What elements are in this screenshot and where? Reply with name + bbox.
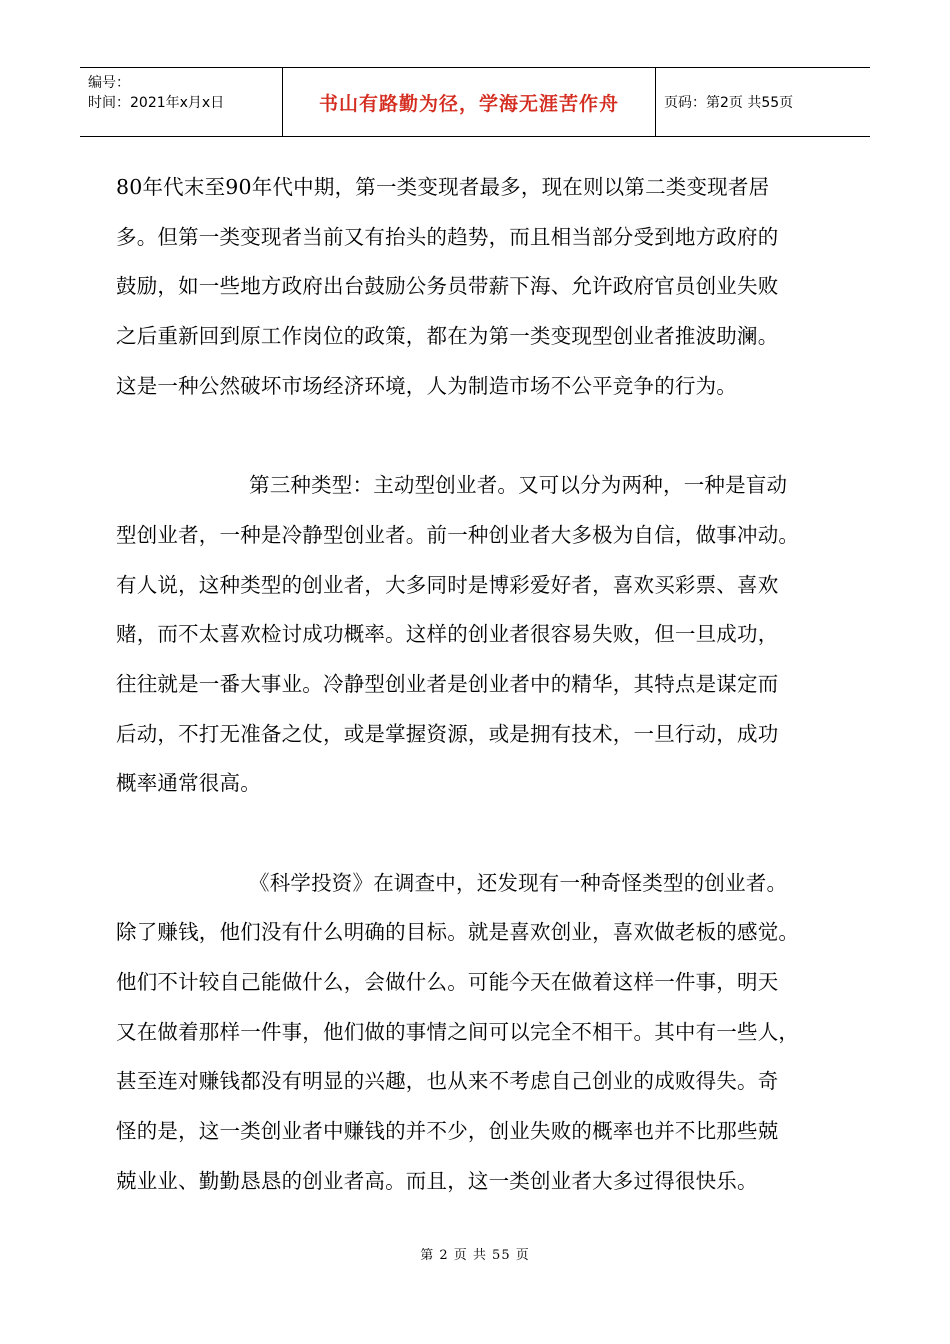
text-line: 除了赚钱，他们没有什么明确的目标。就是喜欢创业，喜欢做老板的感觉。 (116, 920, 800, 945)
text-line: 这是一种公然破坏市场经济环境，人为制造市场不公平竞争的行为。 (116, 373, 737, 398)
header-motto: 书山有路勤为径，学海无涯苦作舟 (283, 68, 656, 136)
text-line: 后动，不打无准备之仗，或是掌握资源，或是拥有技术，一旦行动，成功 (116, 721, 779, 746)
paragraph-gap (116, 809, 834, 859)
text-line: 80年代末至90年代中期，第一类变现者最多，现在则以第二类变现者居 (116, 175, 770, 199)
text-line: 多。但第一类变现者当前又有抬头的趋势，而且相当部分受到地方政府的 (116, 224, 779, 249)
paragraph-gap (116, 411, 834, 461)
text-line: 又在做着那样一件事，他们做的事情之间可以完全不相干。其中有一些人， (116, 1019, 800, 1044)
text-line: 往往就是一番大事业。冷静型创业者是创业者中的精华，其特点是谋定而 (116, 671, 779, 696)
text-line: 概率通常很高。 (116, 771, 261, 796)
document-header (80, 67, 870, 137)
text-line: 鼓励，如一些地方政府出台鼓励公务员带薪下海、允许政府官员创业失败 (116, 274, 779, 299)
text-line: 第三种类型：主动型创业者。又可以分为两种，一种是盲动 (249, 473, 788, 498)
text-line: 《科学投资》在调查中，还发现有一种奇怪类型的创业者。 (249, 870, 788, 895)
text-line: 兢业业、勤勤恳恳的创业者高。而且，这一类创业者大多过得很快乐。 (116, 1168, 758, 1193)
document-body (116, 163, 834, 1206)
paragraph-1 (116, 163, 834, 411)
header-meta (80, 68, 283, 136)
text-line: 型创业者，一种是冷静型创业者。前一种创业者大多极为自信，做事冲动。 (116, 522, 800, 547)
header-page-label: 页码：第2页 共55页 (664, 95, 794, 111)
paragraph-2 (116, 461, 834, 809)
text-line: 之后重新回到原工作岗位的政策，都在为第一类变现型创业者推波助澜。 (116, 324, 779, 349)
text-line: 甚至连对赚钱都没有明显的兴趣，也从来不考虑自己创业的成败得失。奇 (116, 1069, 779, 1094)
text-line: 有人说，这种类型的创业者，大多同时是博彩爱好者，喜欢买彩票、喜欢 (116, 572, 779, 597)
paragraph-3 (116, 859, 834, 1207)
page-footer: 第 2 页 共 55 页 (420, 1248, 530, 1263)
text-line: 怪的是，这一类创业者中赚钱的并不少，创业失败的概率也并不比那些兢 (116, 1119, 779, 1144)
text-line: 赌，而不太喜欢检讨成功概率。这样的创业者很容易失败，但一旦成功， (116, 622, 779, 647)
document-date-label: 时间：2021年x月x日 (88, 95, 225, 111)
text-line: 他们不计较自己能做什么，会做什么。可能今天在做着这样一件事，明天 (116, 970, 779, 994)
document-number-label: 编号： (88, 75, 130, 91)
